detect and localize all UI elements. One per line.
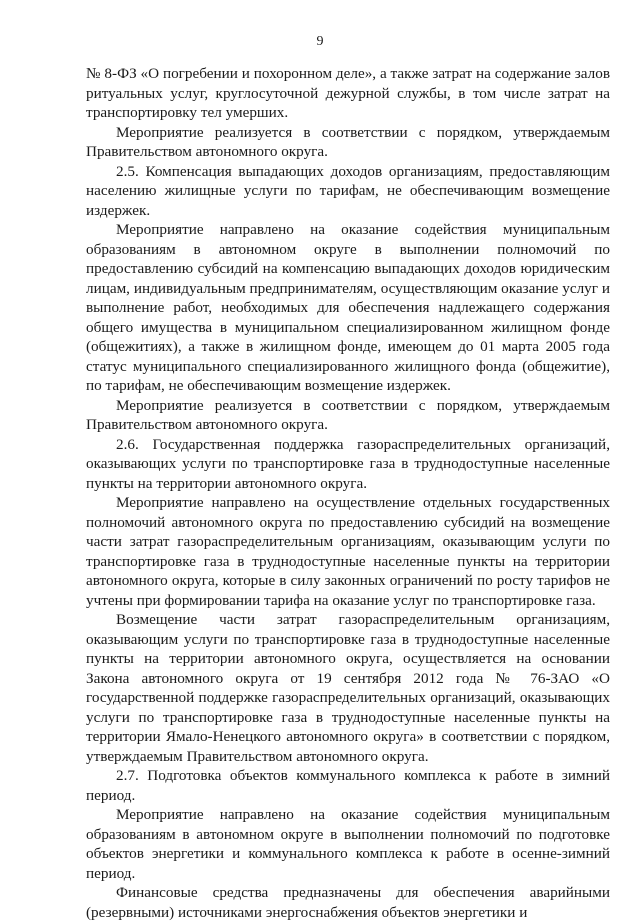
paragraph-description-2-6: Мероприятие направлено на осуществление отдельных государственных полномочий автономного округа по предоставлению субсидий на возмещение части затрат газораспределительным организациям, оказывающим услуги по транспортировке газа в труднодоступные населенные пункты на территории автономного округа, которые в силу законных ограничений по росту тарифов не учтены при формировании тарифа на оказание услуг по транспортировке газа.: [86, 494, 610, 609]
section-heading-2-5: 2.5. Компенсация выпадающих доходов организациям, предоставляющим населению жилищные услуги по тарифам, не обеспечивающим возмещение издержек.: [86, 162, 610, 219]
paragraph-description-2-7: Мероприятие направлено на оказание содействия муниципальным образованиям в автономном округе в выполнении полномочий по подготовке объектов энергетики и коммунального комплекса к работе в осенне-зимний период.: [86, 806, 610, 882]
paragraph-compensation-2-6: Возмещение части затрат газораспределительным организациям, оказывающим услуги по транспортировке газа в труднодоступные населенные пункты на территории автономного округа, осуществляется на основании Закона автономного округа от 19 сентября 2012 года № 76-ЗАО «О государственной поддержке газораспределительных организаций, оказывающих услуги по транспортировке газа в труднодоступные населенные пункты на территории Ямало-Ненецкого автономного округа» в соответствии с порядком, утверждаемым Правительством автономного округа.: [86, 611, 610, 765]
page-number: 9: [316, 34, 324, 49]
paragraph-description-2-5: Мероприятие направлено на оказание содействия муниципальным образованиям в автономном округе в выполнении полномочий по предоставлению субсидий на компенсацию выпадающих доходов юридическим лицам, индивидуальным предпринимателям, осуществляющим оказание услуг и выполнение работ, необходимых для обеспечения надлежащего содержания общего имущества в муниципальном специализированном жилищном фонде (общежитиях), а также в жилищном фонде, имеющем до 01 марта 2005 года статус муниципального специализированного жилищного фонда (общежитие), по тарифам, не обеспечивающим возмещение издержек.: [86, 221, 610, 394]
section-heading-2-7: 2.7. Подготовка объектов коммунального комплекса к работе в зимний период.: [86, 767, 610, 804]
paragraph-implementation-note: Мероприятие реализуется в соответствии с порядком, утверждаемым Правительством автономного округа.: [86, 396, 610, 433]
section-heading-2-6: 2.6. Государственная поддержка газораспределительных организаций, оказывающих услуги по транспортировке газа в труднодоступные населенные пункты на территории автономного округа.: [86, 435, 610, 492]
paragraph-implementation-note: Мероприятие реализуется в соответствии с порядком, утверждаемым Правительством автономного округа.: [86, 123, 610, 160]
paragraph-continuation: № 8-ФЗ «О погребении и похоронном деле», а также затрат на содержание залов ритуальных услуг, круглосуточной дежурной службы, в том числе затрат на транспортировку тел умерших.: [86, 65, 610, 121]
paragraph-funding-2-7: Финансовые средства предназначены для обеспечения аварийными (резервными) источниками энергоснабжения объектов энергетики и: [86, 884, 610, 921]
document-body: [86, 64, 610, 922]
